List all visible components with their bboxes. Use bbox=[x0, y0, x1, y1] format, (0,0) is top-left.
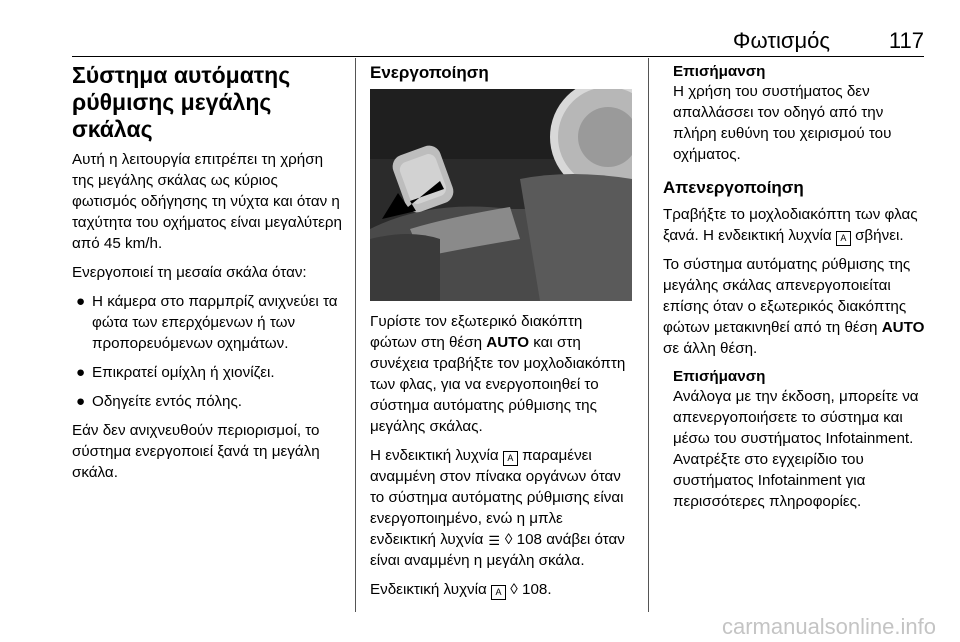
intro-paragraph: Αυτή η λειτουργία επιτρέπει τη χρήση της μεγάλης σκάλας ως κύριος φωτισμός οδήγησης τη νύχτα και όταν η ταχύτητα του οχήματος είναι μεγαλύτερη από 45 km/h. bbox=[72, 151, 342, 252]
watermark: carmanualsonline.info bbox=[721, 614, 936, 639]
auto-high-beam-icon: A bbox=[836, 231, 851, 246]
note-1 bbox=[663, 62, 925, 165]
note-title: Επισήμανση bbox=[673, 368, 766, 385]
bullet-icon: ● bbox=[76, 364, 86, 381]
condition-list bbox=[72, 291, 346, 412]
section-title: Φωτισμός bbox=[732, 28, 830, 53]
list-item: ● Επικρατεί ομίχλη ή χιονίζει. bbox=[76, 364, 275, 381]
page-header bbox=[72, 28, 924, 54]
deactivation-paragraph-1: Τραβήξτε το μοχλοδιακόπτη των φλας ξανά. Η ενδεικτική λυχνία A σβήνει. bbox=[663, 206, 918, 244]
auto-high-beam-icon: A bbox=[503, 451, 518, 466]
reference-icon: ◊ bbox=[504, 531, 513, 548]
note-title: Επισήμανση bbox=[673, 63, 766, 80]
section-heading: Σύστημα αυτόματης ρύθμισης μεγάλης σκάλας bbox=[72, 62, 291, 142]
note-text: Η χρήση του συστήματος δεν απαλλάσσει τον οδηγό από την πλήρη ευθύνη του χειρισμού του οχήματος. bbox=[673, 83, 892, 163]
column-2 bbox=[370, 62, 632, 608]
high-beam-icon: ☰ bbox=[488, 533, 500, 548]
page-number: 117 bbox=[888, 28, 924, 53]
bullet-icon: ● bbox=[76, 293, 86, 310]
activates-when: Ενεργοποιεί τη μεσαία σκάλα όταν: bbox=[72, 264, 307, 281]
auto-high-beam-icon: A bbox=[491, 585, 506, 600]
activation-paragraph-2: Η ενδεικτική λυχνία A παραμένει αναμμένη στον πίνακα οργάνων όταν το σύστημα αυτόματης ρύθμισης είναι ενεργοποιημένο, ενώ η μπλε ενδεικτική λυχνία ☰ ◊ 108 ανάβει όταν είναι αναμμένη η μεγάλη σκάλα. bbox=[370, 447, 625, 569]
deactivation-paragraph-2: Το σύστημα αυτόματης ρύθμισης της μεγάλης σκάλας απενεργοποιείται επίσης όταν ο εξωτερικός διακόπτης φώτων μετακινηθεί από τη θέση AUTO σε άλλη θέση. bbox=[663, 256, 925, 357]
column-divider-2 bbox=[648, 58, 649, 612]
column-3 bbox=[663, 62, 925, 524]
header-rule bbox=[72, 56, 924, 57]
note-text: Ανάλογα με την έκδοση, μπορείτε να απενεργοποιήσετε το σύστημα και μέσω του συστήματος Infotainment. Ανατρέξτε στο εγχειρίδιο του συστήματος Infotainment για περισσότερες πληροφορίες. bbox=[673, 388, 919, 510]
list-item: ● Οδηγείτε εντός πόλης. bbox=[76, 393, 243, 410]
list-item: ● Η κάμερα στο παρμπρίζ ανιχνεύει τα φώτα των επερχόμενων ή των προπορευόμενων οχημάτων. bbox=[76, 293, 338, 352]
activation-paragraph-3: Ενδεικτική λυχνία A ◊ 108. bbox=[370, 581, 552, 598]
column-1 bbox=[72, 62, 346, 491]
activation-paragraph-1: Γυρίστε τον εξωτερικό διακόπτη φώτων στη θέση AUTO και στη συνέχεια τραβήξτε τον μοχλοδιακόπτη των φλας, για να ενεργοποιηθεί το σύστημα αυτόματης ρύθμισης της μεγάλης σκάλας. bbox=[370, 313, 626, 435]
turn-signal-lever-photo bbox=[370, 89, 632, 301]
reference-icon: ◊ bbox=[510, 581, 518, 598]
deactivation-heading: Απενεργοποίηση bbox=[663, 178, 804, 197]
outro-paragraph: Εάν δεν ανιχνευθούν περιορισμοί, το σύστημα ενεργοποιεί ξανά τη μεγάλη σκάλα. bbox=[72, 422, 320, 481]
activation-heading: Ενεργοποίηση bbox=[370, 63, 489, 82]
note-2 bbox=[663, 367, 925, 512]
bullet-icon: ● bbox=[76, 393, 86, 410]
column-divider-1 bbox=[355, 58, 356, 612]
lever-illustration bbox=[370, 89, 632, 301]
